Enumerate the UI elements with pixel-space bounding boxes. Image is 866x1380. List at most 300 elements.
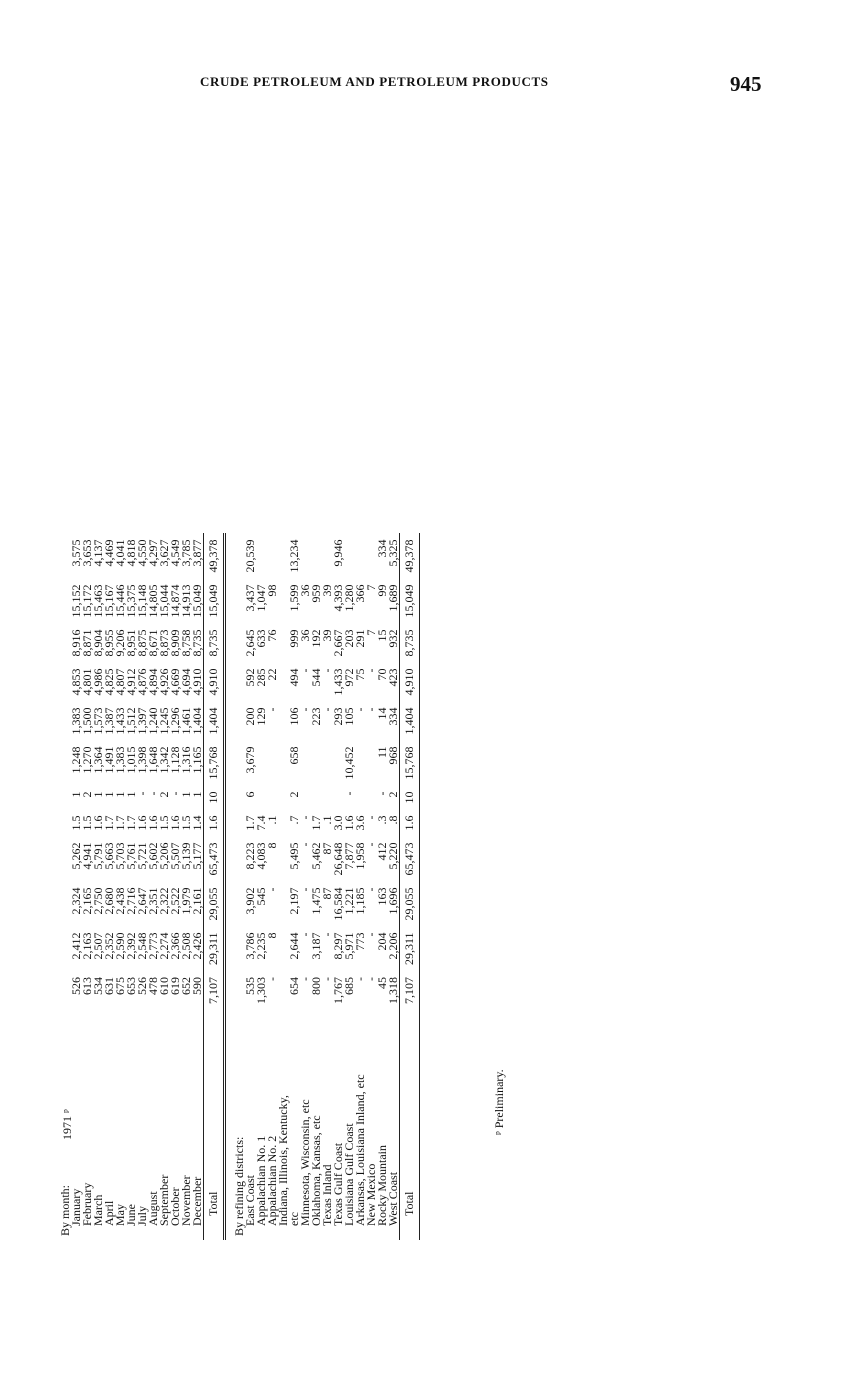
table-cell: 3,187 (309, 932, 323, 960)
table-cell: 15,446 (113, 584, 127, 618)
table-cell: 3,627 (157, 539, 171, 567)
table-cell: 4,137 (91, 539, 105, 567)
table-cell: 1.5 (157, 815, 171, 831)
table-cell: 15,049 (206, 584, 220, 618)
table-cell: - (364, 815, 378, 820)
table-cell: 98 (265, 584, 279, 597)
table-cell: 1.7 (102, 815, 116, 831)
table-cell: .1 (320, 815, 334, 825)
table-cell: 2,197 (287, 887, 301, 915)
table-cell: 87 (320, 887, 334, 900)
table-cell: .3 (375, 815, 389, 825)
table-cell (256, 785, 267, 809)
row-label: Appalachian No. 2 (265, 1135, 279, 1226)
table-cell: - (364, 887, 378, 892)
table-cell: 2,773 (146, 932, 160, 960)
table-cell: 1 (69, 791, 83, 798)
table-cell: 1,383 (113, 746, 127, 774)
table-cell: 8,875 (135, 629, 149, 657)
table-cell: 39 (320, 629, 334, 642)
table-cell: 773 (353, 932, 367, 951)
table-cell: 4,669 (168, 668, 182, 696)
table-cell: - (353, 977, 367, 981)
table-cell: 1,979 (179, 887, 193, 915)
table-cell: 1,433 (113, 707, 127, 735)
table-cell: 2,667 (331, 629, 345, 657)
table-cell: 1,397 (135, 707, 149, 735)
table-cell: 412 (375, 842, 389, 861)
table-cell (267, 533, 278, 578)
table-cell: 619 (168, 977, 182, 995)
table-cell (355, 740, 366, 785)
table-cell: 1,461 (179, 707, 193, 735)
table-cell: 2,522 (168, 887, 182, 915)
table-cell: 15,172 (80, 584, 94, 618)
row-label: Rocky Mountain (375, 1145, 389, 1226)
table-cell: 4,694 (179, 668, 193, 696)
table-cell: 15,152 (69, 584, 83, 618)
table-cell: 1,296 (168, 707, 182, 735)
table-cell: 675 (113, 977, 127, 995)
table-cell: - (364, 977, 378, 981)
row-label: Louisiana Gulf Coast (342, 1123, 356, 1226)
table-cell: 1,221 (342, 887, 356, 915)
table-cell: 7,107 (206, 977, 220, 1004)
table-cell: 959 (309, 584, 323, 603)
table-cell: 4,876 (135, 668, 149, 696)
table-cell: 36 (298, 629, 312, 642)
table-cell: 129 (254, 707, 268, 726)
table-cell: 1 (113, 791, 127, 798)
table-cell: 65,473 (402, 842, 416, 876)
row-label: October (168, 1187, 182, 1226)
table-cell: .8 (386, 815, 400, 825)
table-cell: 1,383 (69, 707, 83, 735)
table-cell: 70 (375, 668, 389, 681)
table-cell: 3,437 (243, 584, 257, 612)
table-cell: 2 (287, 791, 301, 798)
table-cell: 334 (375, 539, 389, 558)
table-cell (267, 785, 278, 809)
table-cell: 4,894 (146, 668, 160, 696)
table-cell: 2,392 (124, 932, 138, 960)
table-cell: 5,206 (157, 842, 171, 870)
table-cell: 3,785 (179, 539, 193, 567)
table-cell: 200 (243, 707, 257, 726)
row-label: Oklahoma, Kansas, etc (309, 1115, 323, 1226)
table-cell: - (320, 932, 334, 937)
table-cell (344, 533, 355, 578)
table-cell: 8,735 (190, 629, 204, 657)
table-cell: 652 (179, 977, 193, 995)
table-cell: 8,758 (179, 629, 193, 657)
table-cell: 968 (386, 746, 400, 765)
table-cell: 223 (309, 707, 323, 726)
table-cell: - (265, 707, 279, 712)
table-cell (311, 740, 322, 785)
table-cell: 36 (298, 584, 312, 597)
table-cell: 631 (102, 977, 116, 995)
row-label: September (157, 1174, 171, 1226)
table-cell: - (135, 791, 149, 796)
table-cell: - (364, 707, 378, 712)
table-cell: 2,645 (243, 629, 257, 657)
table-cell: 10 (402, 791, 416, 804)
running-head: CRUDE PETROLEUM AND PETROLEUM PRODUCTS (200, 74, 549, 89)
table-cell: 4,550 (135, 539, 149, 567)
row-label: Indiana, Illinois, Kentucky, (276, 1095, 290, 1226)
table-cell: 4,926 (157, 668, 171, 696)
table-rule (420, 533, 421, 1240)
table-cell: 2,352 (102, 932, 116, 960)
table-cell (322, 785, 333, 809)
table-cell: 1,185 (353, 887, 367, 915)
table-cell (256, 740, 267, 785)
table-cell (278, 785, 289, 809)
table-cell: 1,404 (402, 707, 416, 735)
row-label: May (113, 1204, 127, 1226)
table-cell: 1.7 (124, 815, 138, 831)
row-label: East Coast (243, 1175, 257, 1226)
row-label: Texas Inland (320, 1164, 334, 1226)
table-cell: 8,735 (206, 629, 220, 657)
table-cell: - (364, 668, 378, 673)
table-cell: 13,234 (287, 539, 301, 573)
table-cell: 423 (386, 668, 400, 687)
table-cell: 65,473 (206, 842, 220, 876)
table-cell: 9,946 (331, 539, 345, 567)
table-cell: 4,910 (190, 668, 204, 696)
table-cell: 1,398 (135, 746, 149, 774)
table-cell: - (265, 887, 279, 892)
section-heading: By month: (58, 1184, 72, 1236)
table-cell: 163 (375, 887, 389, 906)
table-cell: 6 (243, 791, 257, 798)
table-cell: 5,462 (309, 842, 323, 870)
table-cell: 10,452 (342, 746, 356, 780)
table-cell: 8,223 (243, 842, 257, 870)
table-cell: 3,902 (243, 887, 257, 915)
table-cell: 1 (102, 791, 116, 798)
table-cell: 1.5 (80, 815, 94, 831)
table-cell: 4,825 (102, 668, 116, 696)
table-cell: 1 (91, 791, 105, 798)
row-label: June (124, 1204, 138, 1226)
table-cell: 1,280 (342, 584, 356, 612)
table-cell: 20,539 (243, 539, 257, 573)
table-row (192, 533, 204, 1240)
row-label: Arkansas, Louisiana Inland, etc (353, 1074, 367, 1226)
table-cell: - (298, 977, 312, 981)
table-cell: 45 (375, 977, 389, 989)
table-cell: 1,245 (157, 707, 171, 735)
table-cell: 1.6 (402, 815, 416, 831)
table-cell: 14,874 (168, 584, 182, 618)
table-cell: 15,375 (124, 584, 138, 618)
table-cell: 3.0 (331, 815, 345, 831)
table-cell: 15,463 (91, 584, 105, 618)
table-cell (322, 740, 333, 785)
table-cell: 7 (364, 629, 378, 636)
table-cell: 2,716 (124, 887, 138, 915)
table-cell: 8,871 (80, 629, 94, 657)
table-cell: 1.6 (206, 815, 220, 831)
table-cell (366, 785, 377, 809)
table-cell: 1,648 (146, 746, 160, 774)
table-cell (300, 740, 311, 785)
table-cell: 685 (342, 977, 356, 995)
table-cell: 9,206 (113, 629, 127, 657)
table-cell: 2,351 (146, 887, 160, 915)
table-cell: 494 (287, 668, 301, 687)
table-cell: - (298, 707, 312, 712)
table-cell: 1,303 (254, 977, 268, 1004)
table-cell: 4,910 (206, 668, 220, 696)
table-cell: 932 (386, 629, 400, 648)
table-cell: .7 (287, 815, 301, 825)
table-cell: 545 (254, 887, 268, 906)
table-cell: 1,128 (168, 746, 182, 774)
table-cell: 15,167 (102, 584, 116, 618)
table-cell: 4,941 (80, 842, 94, 870)
row-label: New Mexico (364, 1163, 378, 1226)
table-cell: 592 (243, 668, 257, 687)
table-cell: 16,584 (331, 887, 345, 921)
table-cell: 999 (287, 629, 301, 648)
table-cell: 15,148 (135, 584, 149, 618)
footnote: ᵖ Preliminary. (492, 1069, 506, 1135)
table-cell: 1.7 (243, 815, 257, 831)
table-cell: 5,663 (102, 842, 116, 870)
table-cell: 4,912 (124, 668, 138, 696)
table-cell: 1.6 (146, 815, 160, 831)
table-cell: 49,378 (402, 539, 416, 573)
table-cell: 8,909 (168, 629, 182, 657)
table-cell: 22 (265, 668, 279, 681)
table-cell: 29,311 (206, 932, 220, 965)
table-cell: 1.6 (91, 815, 105, 831)
table-cell: 39 (320, 584, 334, 597)
table-cell: 26,648 (331, 842, 345, 876)
table-cell: 15,044 (157, 584, 171, 618)
table-cell: 1,316 (179, 746, 193, 774)
year-heading: 1971 ᵖ (60, 1109, 74, 1140)
table-cell: 5,507 (168, 842, 182, 870)
table-cell: 14 (375, 707, 389, 720)
table-cell: 2,438 (113, 887, 127, 915)
row-label: March (91, 1194, 105, 1226)
table-cell: - (168, 791, 182, 796)
table-cell: - (146, 791, 160, 796)
table-cell: - (320, 668, 334, 673)
section-heading: By refining districts: (232, 1136, 246, 1236)
table-cell: 3,653 (80, 539, 94, 567)
table-cell: 1,318 (386, 977, 400, 1004)
table-cell: 1,015 (124, 746, 138, 774)
table-cell: 8,735 (402, 629, 416, 657)
table-cell: 2,274 (157, 932, 171, 960)
table-cell (256, 533, 267, 578)
table-cell: 204 (375, 932, 389, 951)
table-cell: 2 (157, 791, 171, 798)
table-cell: 8,955 (102, 629, 116, 657)
table-cell: 14,805 (146, 584, 160, 618)
table-cell: 4,297 (146, 539, 160, 567)
table-cell: 2,750 (91, 887, 105, 915)
row-label: Minnesota, Wisconsin, etc (298, 1099, 312, 1226)
table-cell: 1.5 (69, 815, 83, 831)
table-cell: 4,853 (69, 668, 83, 696)
row-label: Total (402, 1191, 416, 1216)
table-cell: 8,904 (91, 629, 105, 657)
table-cell: 1,404 (206, 707, 220, 735)
table-cell: 1,573 (91, 707, 105, 735)
table-cell: 75 (353, 668, 367, 681)
table-cell: 3,575 (69, 539, 83, 567)
table-cell: 5,220 (386, 842, 400, 870)
table-cell (311, 785, 322, 809)
table-cell: 8,297 (331, 932, 345, 960)
table-cell: 658 (287, 746, 301, 765)
row-label: West Coast (386, 1171, 400, 1226)
total-row (204, 533, 225, 1240)
table-cell: - (342, 791, 356, 796)
table-cell: 5,495 (287, 842, 301, 870)
table-cell: 1,491 (102, 746, 116, 774)
table-cell: 4,393 (331, 584, 345, 612)
table-cell: 2,366 (168, 932, 182, 960)
table-cell: 8 (265, 932, 279, 939)
table-cell: 15 (375, 629, 389, 642)
table-cell: - (320, 707, 334, 712)
table-cell: 2,590 (113, 932, 127, 960)
table-cell: 972 (342, 668, 356, 687)
table-cell: - (265, 977, 279, 981)
table-cell: 4,549 (168, 539, 182, 567)
table-cell: 293 (331, 707, 345, 726)
table-cell: - (298, 815, 312, 820)
table-cell: 1,165 (190, 746, 204, 774)
table-cell (311, 533, 322, 578)
table-cell: - (298, 668, 312, 673)
row-label: July (135, 1205, 149, 1226)
page-number: 945 (730, 72, 762, 96)
table-cell: 1,342 (157, 746, 171, 774)
table-cell: 2 (80, 791, 94, 798)
table-cell: 1 (124, 791, 138, 798)
table-cell: 633 (254, 629, 268, 648)
row-label: February (80, 1182, 94, 1226)
table-cell: 4,910 (402, 668, 416, 696)
table-cell: 1,696 (386, 887, 400, 915)
table-cell: 29,311 (402, 932, 416, 965)
table-cell: 1,689 (386, 584, 400, 612)
table-cell: 5,703 (113, 842, 127, 870)
table-cell: 2 (386, 791, 400, 798)
table-cell: - (364, 842, 378, 847)
table-cell: 2,644 (287, 932, 301, 960)
data-table (60, 533, 420, 1240)
row-label: January (69, 1188, 83, 1226)
table-cell: 1,270 (80, 746, 94, 774)
table-cell: 2,680 (102, 887, 116, 915)
row-label: August (146, 1191, 160, 1226)
table-cell: 1,767 (331, 977, 345, 1004)
table-cell: 1.6 (168, 815, 182, 831)
table-cell: 526 (135, 977, 149, 995)
spacer-row (226, 533, 234, 1240)
table-cell: 610 (157, 977, 171, 995)
table-cell: 15,049 (402, 584, 416, 618)
table-cell: 1.4 (190, 815, 204, 831)
row-label: Appalachian No. 1 (254, 1135, 268, 1226)
table-cell: 99 (375, 584, 389, 597)
table-cell: 1,958 (353, 842, 367, 870)
table-cell: 2,647 (135, 887, 149, 915)
table-cell: 3,679 (243, 746, 257, 774)
table-cell: 8,671 (146, 629, 160, 657)
table-cell: 1,047 (254, 584, 268, 612)
table-cell: 2,322 (157, 887, 171, 915)
table-cell: 1.7 (309, 815, 323, 831)
table-cell: 291 (353, 629, 367, 648)
table-cell: 2,165 (80, 887, 94, 915)
table-cell: 2,508 (179, 932, 193, 960)
table-cell: 5,761 (124, 842, 138, 870)
table-cell: 366 (353, 584, 367, 603)
table-cell: 4,469 (102, 539, 116, 567)
table-cell: 1,433 (331, 668, 345, 696)
table-cell: 105 (342, 707, 356, 726)
table-cell: 49,378 (206, 539, 220, 573)
table-cell: 3,786 (243, 932, 257, 960)
row-label: Texas Gulf Coast (331, 1142, 345, 1226)
rotated-table-wrapper (60, 100, 480, 1240)
table-cell: 1,500 (80, 707, 94, 735)
table-cell: 11 (375, 746, 389, 758)
table-cell: - (375, 791, 389, 796)
table-cell: 1,364 (91, 746, 105, 774)
table-cell: 4,801 (80, 668, 94, 696)
table-cell: 5,721 (135, 842, 149, 870)
table-cell (300, 533, 311, 578)
table-cell: 2,548 (135, 932, 149, 960)
table-cell: - (364, 932, 378, 937)
table-cell: 654 (287, 977, 301, 995)
table-cell: 526 (69, 977, 83, 995)
table-cell: 1,512 (124, 707, 138, 735)
table-cell: 10 (206, 791, 220, 804)
table-cell: 15,768 (402, 746, 416, 780)
table-cell: 2,206 (386, 932, 400, 960)
table-cell: 29,055 (402, 887, 416, 921)
table-cell: 285 (254, 668, 268, 687)
table-cell: 2,426 (190, 932, 204, 960)
row-label: etc (287, 1212, 301, 1226)
table-cell: 4,818 (124, 539, 138, 567)
table-cell: 5,262 (69, 842, 83, 870)
table-cell: 1,475 (309, 887, 323, 915)
table-cell: 15,768 (206, 746, 220, 780)
table-cell: 613 (80, 977, 94, 995)
table-cell: 192 (309, 629, 323, 648)
table-cell: 4,041 (113, 539, 127, 567)
table-cell: 4,807 (113, 668, 127, 696)
table-cell: 2,412 (69, 932, 83, 960)
table-cell: 1 (190, 791, 204, 798)
table-cell: 8 (265, 842, 279, 849)
table-cell: - (298, 842, 312, 847)
